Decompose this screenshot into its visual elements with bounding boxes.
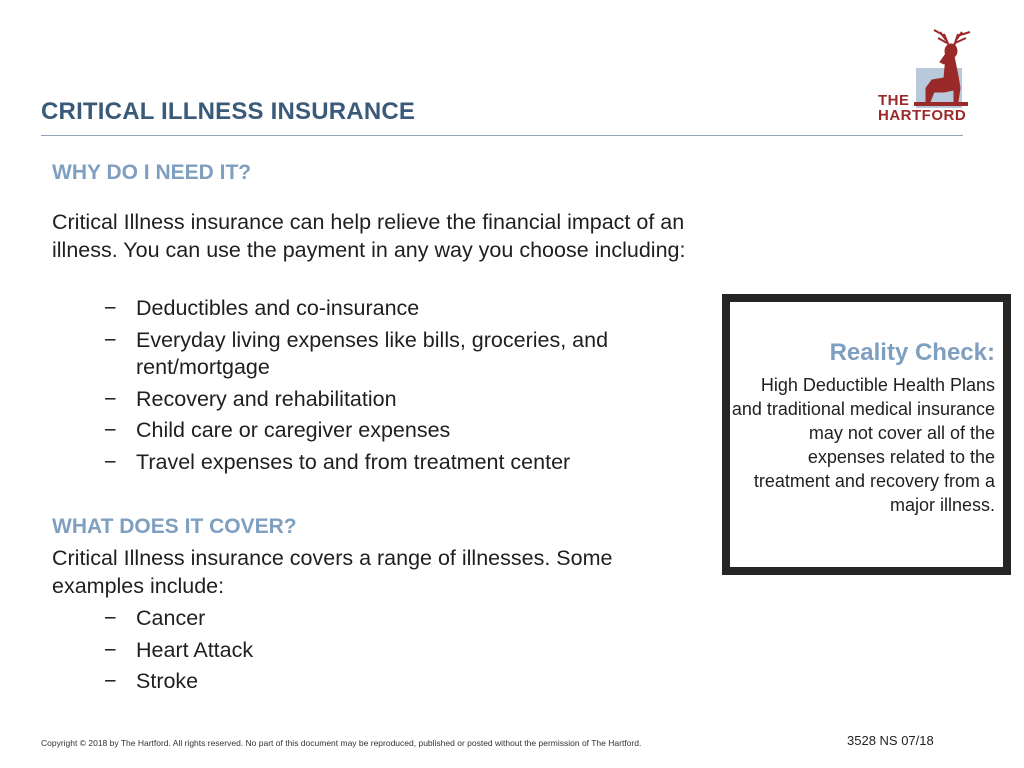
list-item-text: Heart Attack (136, 637, 254, 662)
reality-check-box (722, 294, 1011, 575)
list-item (0, 295, 656, 323)
logo-line2: HARTFORD (878, 107, 967, 124)
why-heading: WHY DO I NEED IT? (52, 161, 252, 184)
reality-check-body: High Deductible Health Plans and traditional medical insurance may not cover all of the expenses related to the treatment and recovery from a major illness. (731, 375, 995, 515)
dash-bullet: − (104, 669, 117, 693)
reality-check-title: Reality Check: (829, 339, 995, 366)
copyright-notice: Copyright © 2018 by The Hartford. All rights reserved. No part of this document may be reproduced, published or posted without the permission of The Hartford. (41, 738, 642, 748)
list-item (0, 668, 656, 696)
list-item-text: Child care or caregiver expenses (136, 418, 451, 442)
dash-bullet: − (104, 637, 117, 662)
why-intro: Critical Illness insurance can help relieve the financial impact of an illness. You can use the payment in any way you choose including: (52, 210, 686, 262)
list-item (0, 637, 656, 665)
why-list (0, 295, 656, 480)
list-item (0, 327, 656, 382)
list-item-text: Travel expenses to and from treatment center (136, 449, 571, 474)
logo-line1: THE (878, 92, 910, 109)
title-divider (41, 135, 963, 136)
dash-bullet: − (104, 449, 117, 474)
dash-bullet: − (104, 606, 117, 630)
cover-intro: Critical Illness insurance covers a range of illnesses. Some examples include: (52, 546, 613, 598)
document-code: 3528 NS 07/18 (847, 733, 934, 748)
list-item-text: Deductibles and co-insurance (136, 296, 420, 320)
dash-bullet: − (104, 296, 117, 320)
dash-bullet: − (104, 327, 117, 352)
logo-wordmark (878, 93, 966, 123)
cover-heading: WHAT DOES IT COVER? (52, 515, 297, 538)
list-item-text: Everyday living expenses like bills, groceries, and rent/mortgage (136, 327, 609, 379)
list-item (0, 386, 656, 414)
list-item (0, 449, 656, 477)
list-item-text: Recovery and rehabilitation (136, 386, 397, 411)
dash-bullet: − (104, 418, 117, 442)
dash-bullet: − (104, 386, 117, 411)
list-item-text: Stroke (136, 669, 199, 693)
list-item (0, 605, 656, 633)
list-item (0, 417, 656, 445)
list-item-text: Cancer (136, 606, 206, 630)
cover-list (0, 605, 656, 700)
page-title: CRITICAL ILLNESS INSURANCE (41, 98, 416, 125)
